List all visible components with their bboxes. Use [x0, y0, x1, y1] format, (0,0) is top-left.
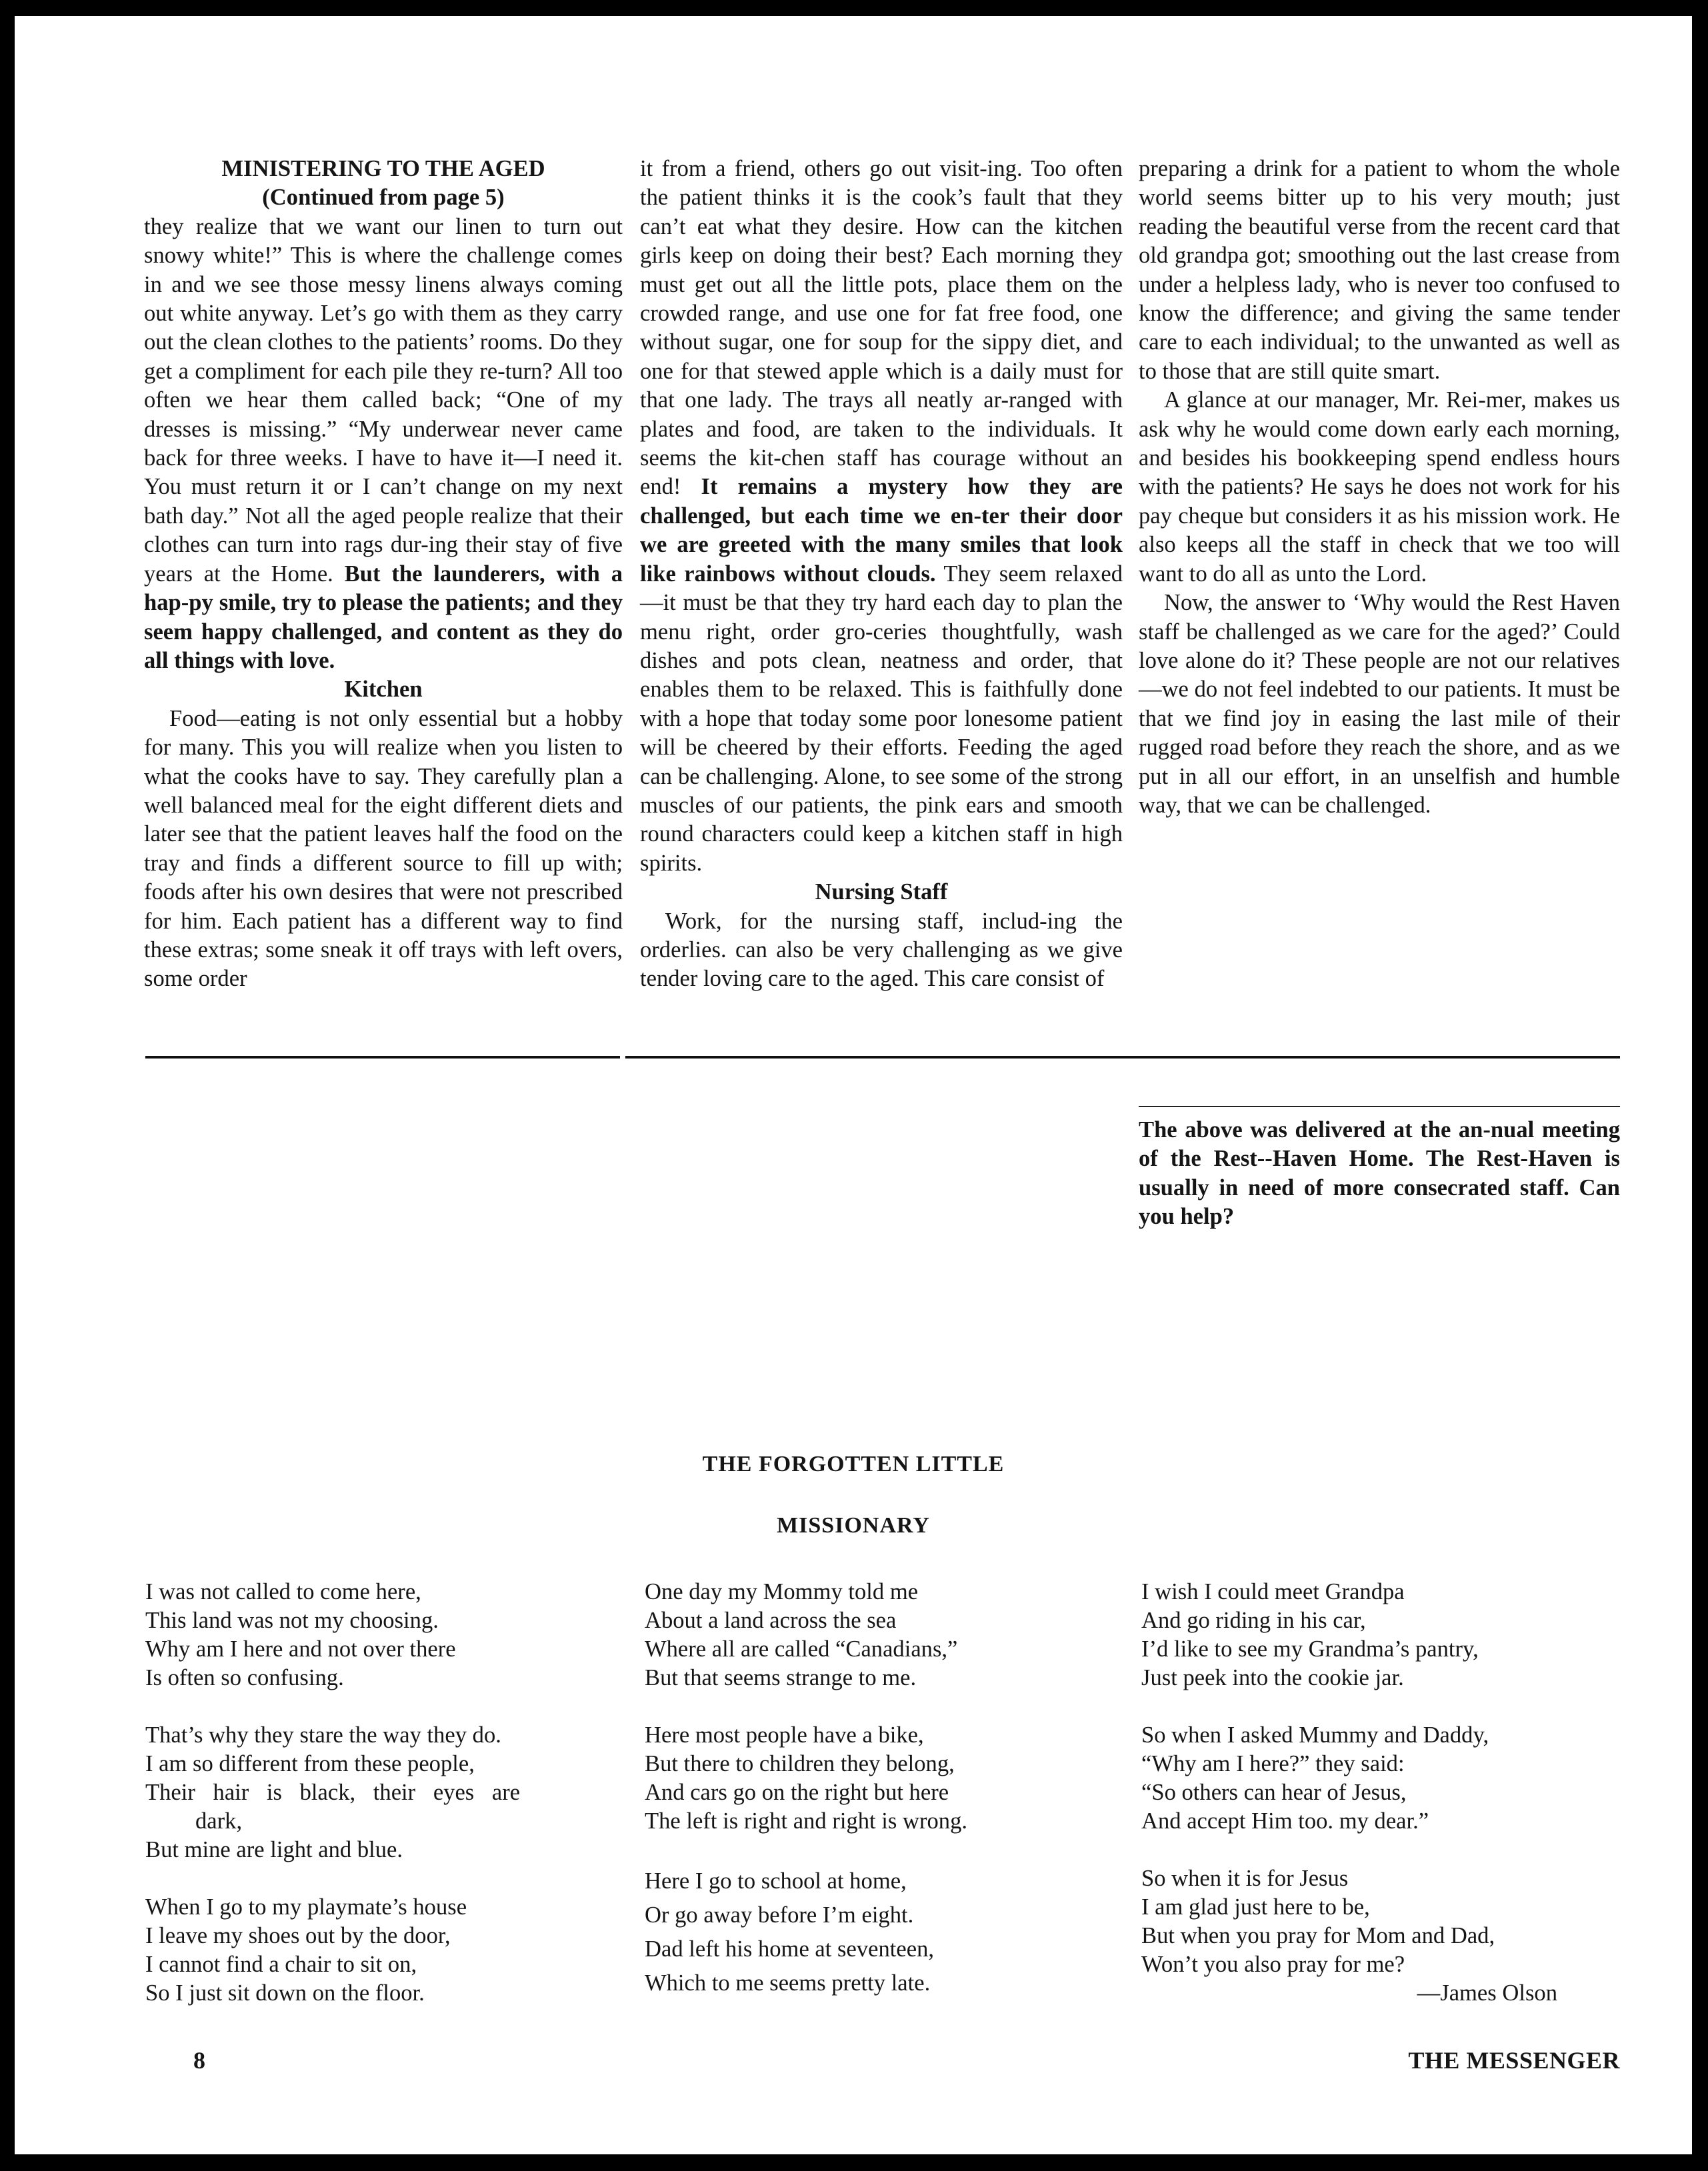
poem-line: Here I go to school at home,	[645, 1868, 907, 1894]
poem-line: Or go away before I’m eight.	[645, 1902, 914, 1928]
poem-line: And cars go on the right but here	[645, 1780, 949, 1805]
article-column-3	[1139, 155, 1620, 820]
poem-stanza	[1141, 1864, 1621, 1979]
kitchen-tail-text: They seem relaxed—it must be that they try hard each day to plan the menu right, order gro-ceries thoughtfully, wash dishes and pots clean, neatness and order, that enables them to be relaxed. This is faithfully done with a hope that today some poor lonesome patient will be cheered by their efforts. Feeding the aged can be challenging. Alone, to see some of the strong muscles of our patients, the pink ears and smooth round characters could keep a kitchen staff in high spirits.	[640, 561, 1123, 876]
poem-line: Just peek into the cookie jar.	[1141, 1665, 1404, 1690]
poem-line: But there to children they belong,	[645, 1751, 955, 1776]
article-title: MINISTERING TO THE AGED	[221, 156, 545, 181]
section-divider-left	[145, 1056, 620, 1059]
poem-line: So I just sit down on the floor.	[145, 1980, 425, 2006]
article-column-1	[144, 155, 623, 994]
poem-line: Why am I here and not over there	[145, 1636, 456, 1662]
kitchen-cont-text: it from a friend, others go out visit-ing. Too often the patient thinks it is the cook’s fault that they can’t eat what they desire. How can the kitchen girls keep on doing their best? Each morning they must get out all the little pots, place them on the crowded range, and use one for fat free food, one without sugar, one for soup for the sippy diet, and one for that stewed apple which is a daily must for that one lady. The trays all neatly ar-ranged with plates and food, are taken to the individuals. It seems the kit-chen staff has courage without an end!	[640, 156, 1123, 500]
conclusion-paragraph: Now, the answer to ‘Why would the Rest Haven staff be challenged as we care for the aged?’ Could love alone do it? These people are not our relatives—we do not feel indebted to our patients. It must be that we find joy in easing the last mile of their rugged road before they reach the shore, and as we put in all our effort, in an unselfish and humble way, that we can be challenged.	[1139, 590, 1620, 818]
poem-column-2	[645, 1578, 1125, 2029]
poem-stanza	[645, 1578, 1125, 1692]
poem-line: I am glad just here to be,	[1141, 1894, 1370, 1920]
poem-stanza	[645, 1721, 1125, 1836]
poem-line: And go riding in his car,	[1141, 1608, 1366, 1633]
poem-line: One day my Mommy told me	[645, 1579, 919, 1604]
poem-line: The left is right and right is wrong.	[645, 1808, 968, 1834]
poem-line: But when you pray for Mom and Dad,	[1141, 1923, 1495, 1948]
kitchen-heading: Kitchen	[344, 677, 423, 703]
poem-line: Their hair is black, their eyes are	[145, 1780, 521, 1805]
poem-line: About a land across the sea	[645, 1608, 897, 1633]
poem-stanza	[145, 1578, 625, 1692]
kitchen-continued-paragraph	[640, 155, 1123, 878]
poem-line: So when it is for Jesus	[1141, 1866, 1349, 1891]
poem-line: And accept Him too. my dear.”	[1141, 1808, 1429, 1834]
poem-line: I was not called to come here,	[145, 1579, 421, 1604]
poem-line: I leave my shoes out by the door,	[145, 1923, 451, 1948]
nursing-continued-paragraph: preparing a drink for a patient to whom the whole world seems bitter up to his very mouth; just reading the beautiful verse from the recent card that old grandpa got; smoothing out the last crease from under a helpless lady, who is never too confused to know the difference; and giving the same tender care to each individual; to the unwanted as well as to those that are still quite smart.	[1139, 156, 1620, 384]
poem-line: This land was not my choosing.	[145, 1608, 439, 1633]
page-number: 8	[193, 2047, 205, 2074]
poem-line: I’d like to see my Grandma’s pantry,	[1141, 1636, 1479, 1662]
poem-title-line-1: THE FORGOTTEN LITTLE	[702, 1452, 1005, 1476]
poem-line: That’s why they stare the way they do.	[145, 1722, 501, 1748]
poem-line: But that seems strange to me.	[645, 1665, 917, 1690]
poem-line: Won’t you also pray for me?	[1141, 1952, 1405, 1977]
poem-line: “Why am I here?” they said:	[1141, 1751, 1405, 1776]
poem-line: Is often so confusing.	[145, 1665, 344, 1690]
poem-line: dark,	[195, 1808, 243, 1834]
poem-line: Which to me seems pretty late.	[645, 1970, 931, 1996]
editor-note: The above was delivered at the an-nual meeting of the Rest--Haven Home. The Rest-Haven is usually in need of more consecrated staff. Can you help?	[1139, 1117, 1620, 1230]
poem-line: But mine are light and blue.	[145, 1837, 403, 1862]
poem-line: Dad left his home at seventeen,	[645, 1936, 934, 1962]
kitchen-bold-text: It remains a mystery how they are challenged, but each time we en-ter their door we are greeted with the many smiles that look like rainbows without clouds.	[640, 474, 1123, 587]
poem-line: I wish I could meet Grandpa	[1141, 1579, 1405, 1604]
poem-stanza	[645, 1864, 1125, 2000]
poem-line: “So others can hear of Jesus,	[1141, 1780, 1407, 1805]
poem-author: —James Olson	[1417, 1980, 1557, 2006]
poem-column-3	[1141, 1578, 1621, 2008]
poem-stanza	[145, 1893, 625, 2008]
laundry-text: they realize that we want our linen to turn out snowy white!” This is where the challenge comes in and we see those messy linens always coming out white anyway. Let’s go with them as they carry out the clean clothes to the patients’ rooms. Do they get a compliment for each pile they re-turn? All too often we hear them called back; “One of my dresses is missing.” “My underwear never came back for three weeks. I have to have it—I need it. You must return it or I can’t change on my next bath day.” Not all the aged people realize that their clothes can turn into rags dur-ing their stay of five years at the Home.	[144, 213, 623, 587]
manager-paragraph: A glance at our manager, Mr. Rei-mer, makes us ask why he would come down early each morning, and besides his bookkeeping spend endless hours with the patients? He says he does not work for his pay cheque but considers it as his mission work. He also keeps all the staff in check that we too will want to do all as unto the Lord.	[1139, 387, 1620, 587]
nursing-paragraph: Work, for the nursing staff, includ-ing the orderlies. can also be very challenging as we give tender loving care to the aged. This care consist of	[640, 908, 1123, 992]
poem-stanza	[1141, 1721, 1621, 1836]
article-column-2	[640, 155, 1123, 994]
poem-line: When I go to my playmate’s house	[145, 1894, 467, 1920]
laundry-bold-text: But the launderers, with a hap-py smile, try to please the patients; and they seem happy challenged, and content as they do all things with love.	[144, 561, 623, 673]
note-divider	[1139, 1106, 1620, 1107]
kitchen-paragraph: Food—eating is not only essential but a hobby for many. This you will realize when you listen to what the cooks have to say. They carefully plan a well balanced meal for the eight different diets and later see that the patient leaves half the food on the tray and finds a different source to fill up with; foods after his own desires that were not prescribed for him. Each patient has a different way to find these extras; some sneak it off trays with left overs, some order	[144, 705, 623, 992]
poem-line: I cannot find a chair to sit on,	[145, 1952, 417, 1977]
nursing-heading: Nursing Staff	[815, 879, 948, 905]
magazine-page	[15, 16, 1692, 2154]
poem-line: Here most people have a bike,	[645, 1722, 924, 1748]
poem-line: Where all are called “Canadians,”	[645, 1636, 958, 1662]
poem-line: So when I asked Mummy and Daddy,	[1141, 1722, 1489, 1748]
continued-note: (Continued from page 5)	[262, 185, 505, 211]
poem-column-1	[145, 1578, 625, 2036]
publication-name: THE MESSENGER	[1408, 2047, 1620, 2074]
poem-title-line-2: MISSIONARY	[777, 1513, 930, 1538]
poem-stanza	[145, 1721, 625, 1864]
section-divider-right	[625, 1056, 1620, 1059]
poem-line: I am so different from these people,	[145, 1751, 475, 1776]
poem-stanza	[1141, 1578, 1621, 1692]
laundry-paragraph	[144, 213, 623, 676]
